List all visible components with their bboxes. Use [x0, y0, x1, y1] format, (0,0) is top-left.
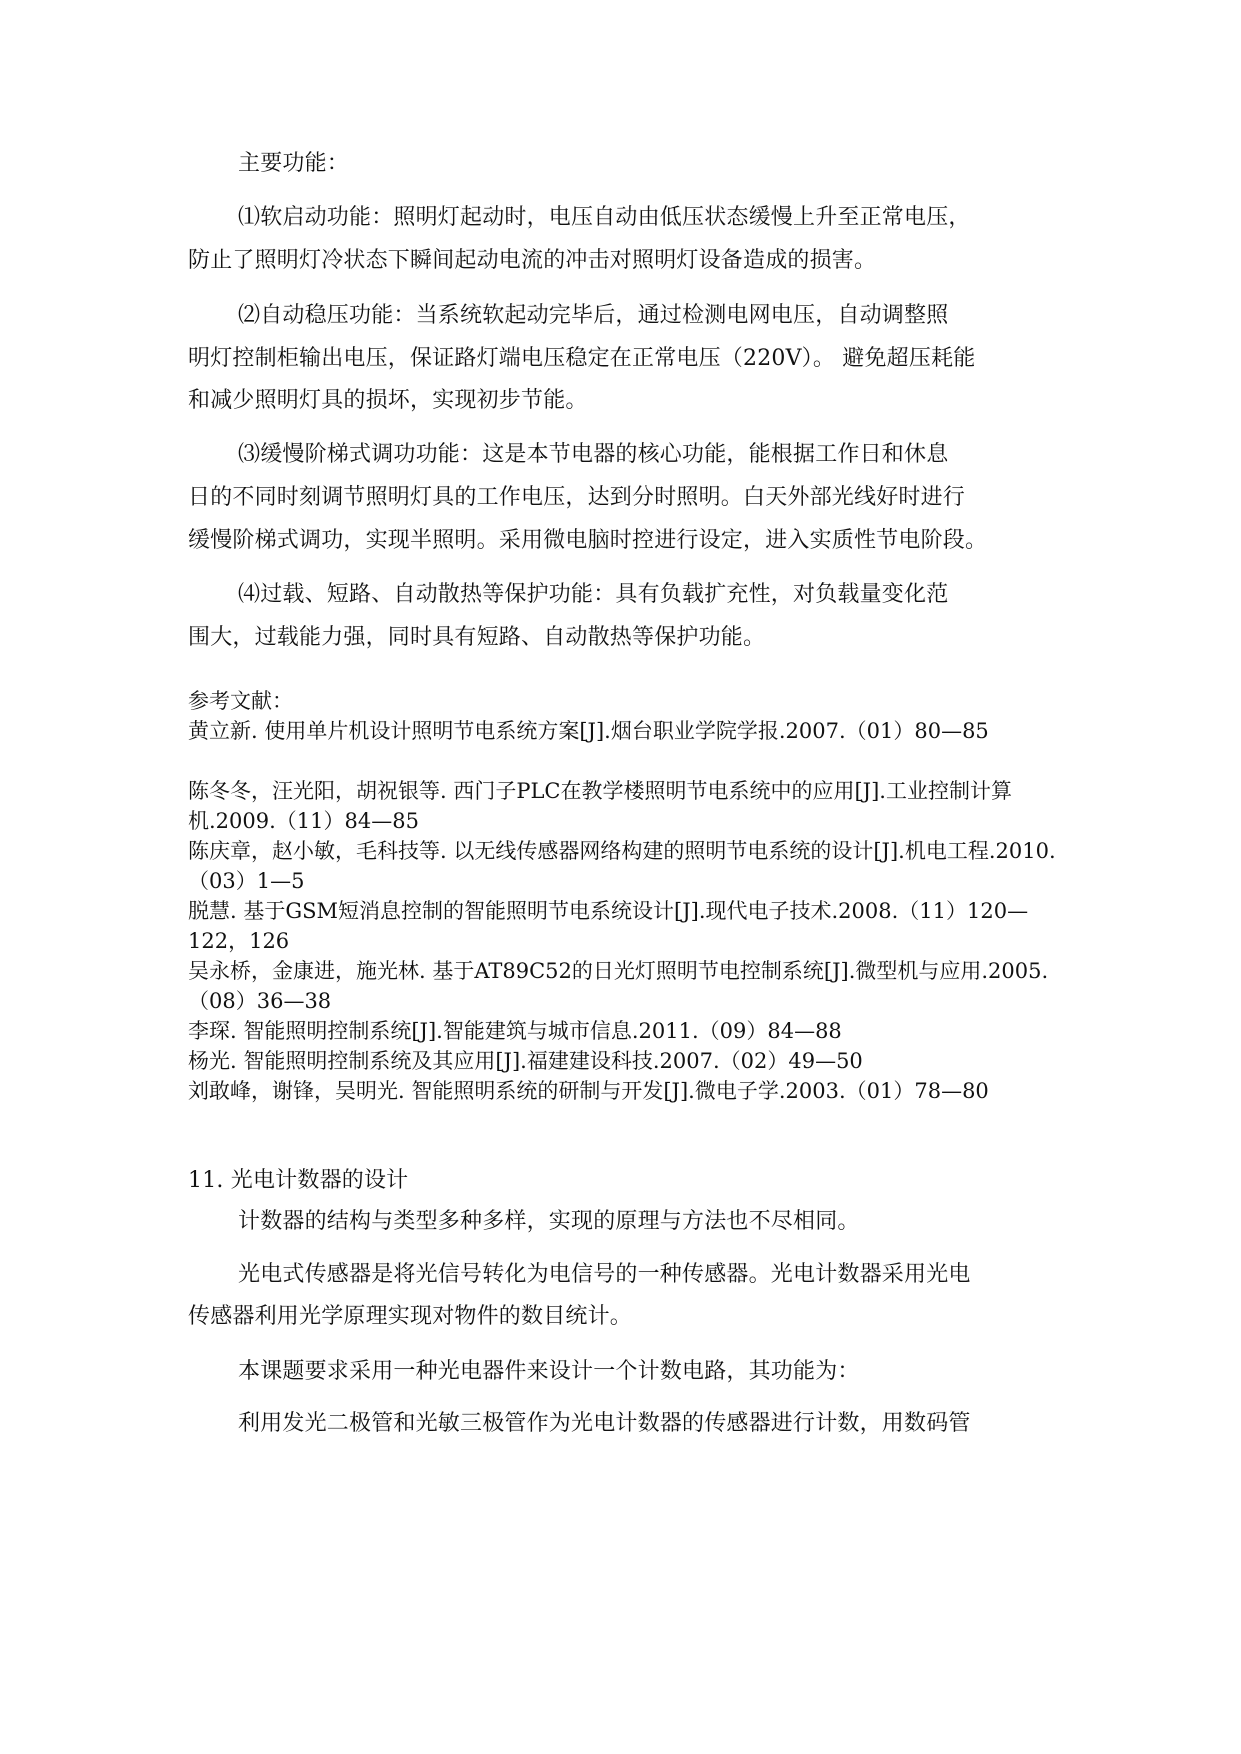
section-11-paragraph-1: 计数器的结构与类型多种多样，实现的原理与方法也不尽相同。 [238, 1209, 860, 1234]
function-item-3-line-3: 缓慢阶梯式调功，实现半照明。采用微电脑时控进行设定，进入实质性节电阶段。 [188, 528, 988, 553]
reference-item: 陈庆章，赵小敏，毛科技等. 以无线传感器网络构建的照明节电系统的设计[J].机电工程.2010.（03）1—5 [188, 839, 1056, 893]
function-item-1-line-2: 防止了照明灯冷状态下瞬间起动电流的冲击对照明灯设备造成的损害。 [188, 248, 877, 273]
function-item-4-line-1: ⑷过载、短路、自动散热等保护功能：具有负载扩充性，对负载量变化范 [238, 582, 949, 607]
section-11-paragraph-4: 利用发光二极管和光敏三极管作为光电计数器的传感器进行计数，用数码管 [238, 1411, 971, 1436]
reference-item: 陈冬冬，汪光阳，胡祝银等. 西门子PLC在教学楼照明节电系统中的应用[J].工业控制计算机.2009.（11）84—85 [188, 779, 1012, 833]
references-heading: 参考文献： [188, 689, 293, 713]
reference-item: 刘敢峰，谢锋，吴明光. 智能照明系统的研制与开发[J].微电子学.2003.（01）78—80 [188, 1079, 989, 1103]
function-item-4-line-2: 围大，过载能力强，同时具有短路、自动散热等保护功能。 [188, 625, 766, 650]
function-item-2-line-3: 和减少照明灯具的损坏，实现初步节能。 [188, 388, 588, 413]
reference-item: 杨光. 智能照明控制系统及其应用[J].福建建设科技.2007.（02）49—50 [188, 1049, 863, 1073]
section-11-title: 11. 光电计数器的设计 [188, 1168, 409, 1193]
functions-heading: 主要功能： [238, 151, 350, 176]
function-item-3-line-1: ⑶缓慢阶梯式调功功能：这是本节电器的核心功能，能根据工作日和休息 [238, 442, 949, 467]
section-11-paragraph-2-line-2: 传感器利用光学原理实现对物件的数目统计。 [188, 1304, 633, 1329]
reference-item: 吴永桥，金康进，施光林. 基于AT89C52的日光灯照明节电控制系统[J].微型机与应用.2005.（08）36—38 [188, 959, 1049, 1013]
function-item-2-line-2: 明灯控制柜输出电压，保证路灯端电压稳定在正常电压（220V）。 避免超压耗能 [188, 346, 976, 371]
section-11-paragraph-2-line-1: 光电式传感器是将光信号转化为电信号的一种传感器。光电计数器采用光电 [238, 1262, 971, 1287]
function-item-3-line-2: 日的不同时刻调节照明灯具的工作电压，达到分时照明。白天外部光线好时进行 [188, 485, 966, 510]
reference-item: 脱慧. 基于GSM短消息控制的智能照明节电系统设计[J].现代电子技术.2008.（11）120—122，126 [188, 899, 1029, 953]
function-item-1-line-1: ⑴软启动功能：照明灯起动时，电压自动由低压状态缓慢上升至正常电压， [238, 205, 971, 230]
function-item-2-line-1: ⑵自动稳压功能：当系统软起动完毕后，通过检测电网电压，自动调整照 [238, 303, 949, 328]
section-11-paragraph-3: 本课题要求采用一种光电器件来设计一个计数电路，其功能为： [238, 1359, 860, 1384]
reference-item: 黄立新. 使用单片机设计照明节电系统方案[J].烟台职业学院学报.2007.（01）80—85 [188, 719, 989, 743]
reference-item: 李琛. 智能照明控制系统[J].智能建筑与城市信息.2011.（09）84—88 [188, 1019, 842, 1043]
